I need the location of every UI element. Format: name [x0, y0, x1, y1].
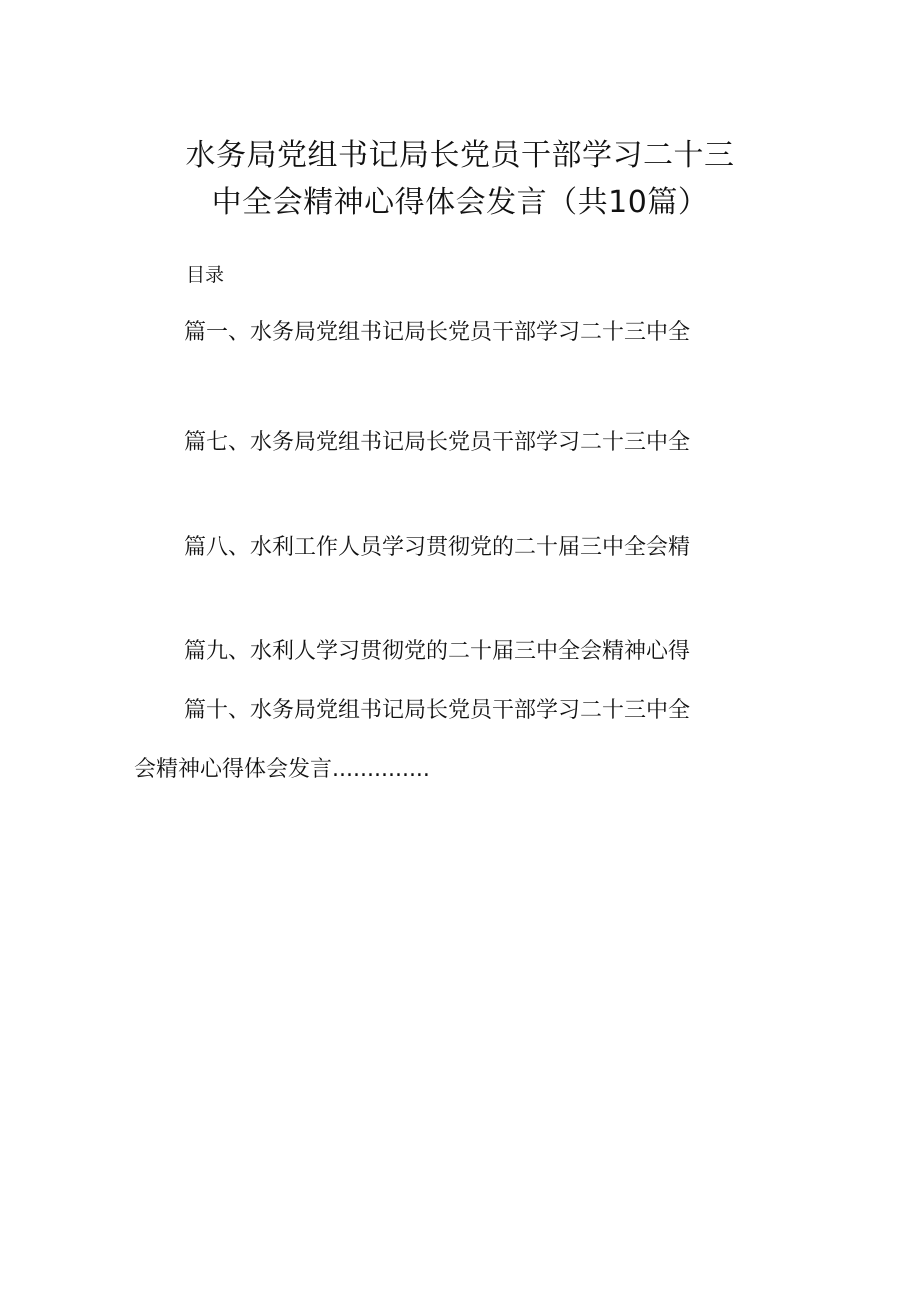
toc-item-7[interactable]: 篇七、水务局党组书记局长党员干部学习二十三中全	[184, 430, 691, 455]
toc-item-1[interactable]: 篇一、水务局党组书记局长党员干部学习二十三中全	[184, 320, 691, 345]
toc-item-10-continuation-text: 会精神心得体会发言	[134, 757, 333, 782]
toc-item-10[interactable]: 篇十、水务局党组书记局长党员干部学习二十三中全	[184, 698, 691, 723]
toc-item-8[interactable]: 篇八、水利工作人员学习贯彻党的二十届三中全会精	[184, 535, 691, 560]
toc-item-10-continuation[interactable]	[134, 755, 430, 785]
toc-item-9[interactable]: 篇九、水利人学习贯彻党的二十届三中全会精神心得	[184, 639, 691, 664]
toc-dot-leader: ..............	[332, 757, 430, 782]
document-title-line-2: 中全会精神心得体会发言（共10篇）	[211, 185, 709, 220]
document-title-line-1: 水务局党组书记局长党员干部学习二十三	[185, 138, 735, 173]
toc-heading: 目录	[186, 264, 225, 286]
